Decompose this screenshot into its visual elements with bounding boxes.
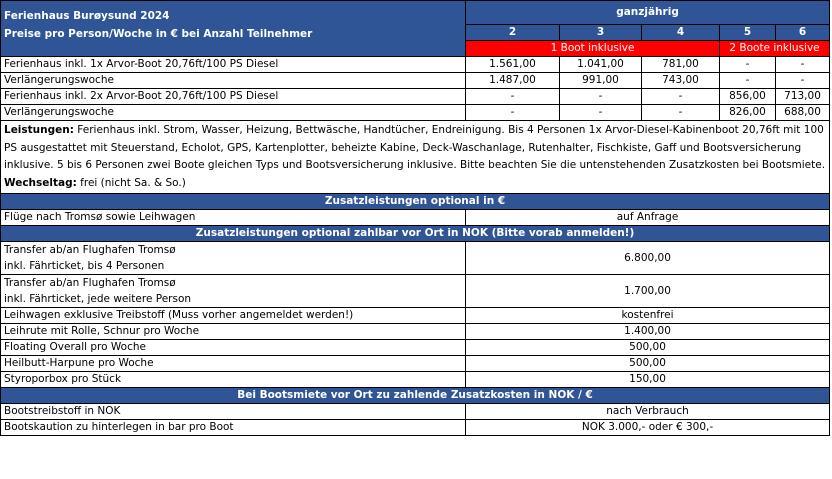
row-value: auf Anfrage [466,210,830,226]
persons-2: 2 [466,25,560,41]
row-label-line: Transfer ab/an Flughafen Tromsø [4,277,176,289]
price-cell: 713,00 [776,89,830,105]
table-row [1,404,830,420]
table-row [1,275,830,308]
page-title: Ferienhaus Burøysund 2024 [4,10,170,22]
table-row [1,73,830,89]
table-row [1,57,830,73]
row-label: Ferienhaus inkl. 2x Arvor-Boot 20,76ft/100 PS Diesel [1,89,466,105]
persons-6: 6 [776,25,830,41]
wechseltag-text: frei (nicht Sa. & So.) [80,176,186,189]
row-label: Bootstreibstoff in NOK [1,404,466,420]
row-value: kostenfrei [466,308,830,324]
price-cell: - [560,105,642,121]
boat-header-one: 1 Boot inklusive [466,41,720,57]
leistungen-label: Leistungen: [4,124,74,136]
row-label-line: Transfer ab/an Flughafen Tromsø [4,244,176,256]
row-label: Flüge nach Tromsø sowie Leihwagen [1,210,466,226]
section-header-boat-costs: Bei Bootsmiete vor Ort zu zahlende Zusatzkosten in NOK / € [1,388,830,404]
section-header-optional-eur: Zusatzleistungen optional in € [1,194,830,210]
row-label: Ferienhaus inkl. 1x Arvor-Boot 20,76ft/100 PS Diesel [1,57,466,73]
price-cell: 991,00 [560,73,642,89]
table-row [1,242,830,275]
leistungen-text: Ferienhaus inkl. Strom, Wasser, Heizung, Bettwäsche, Handtücher, Endreinigung. Bis 4 Personen 1x Arvor-Diesel-Kabinenboot 20,76ft mit 100 PS ausgestattet mit Steuerstand, Echolot, GPS, Kartenplotter, beheizte Kabine, Deck-Waschanlage, Rutenhalter, Fischkiste, Gaff und Bootsversicherung inklusive. 5 bis 6 Personen zwei Boote gleichen Typs und Bootsversicherung inklusive. Bitte beachten Sie die untenstehenden Zusatzkosten bei Bootsmiete. [4,124,826,171]
table-row [1,105,830,121]
price-cell: 1.041,00 [560,57,642,73]
table-row [1,340,830,356]
row-label: Leihwagen exklusive Treibstoff (Muss vorher angemeldet werden!) [1,308,466,324]
price-cell: - [720,57,776,73]
price-cell: - [466,105,560,121]
table-row [1,210,830,226]
row-value: 6.800,00 [466,242,830,275]
row-label-line: inkl. Fährticket, bis 4 Personen [4,260,165,272]
row-label: Verlängerungswoche [1,105,466,121]
boat-header-two: 2 Boote inklusive [720,41,830,57]
row-label: Verlängerungswoche [1,73,466,89]
season-header: ganzjährig [466,1,830,25]
price-cell: 1.487,00 [466,73,560,89]
price-cell: 781,00 [642,57,720,73]
price-cell: 743,00 [642,73,720,89]
persons-4: 4 [642,25,720,41]
price-cell: - [560,89,642,105]
price-cell: - [720,73,776,89]
header-title-cell [1,1,466,57]
table-row [1,89,830,105]
row-label: Floating Overall pro Woche [1,340,466,356]
row-value: nach Verbrauch [466,404,830,420]
table-row [1,356,830,372]
row-label: Leihrute mit Rolle, Schnur pro Woche [1,324,466,340]
persons-3: 3 [560,25,642,41]
row-label [1,275,466,308]
section-header-optional-nok: Zusatzleistungen optional zahlbar vor Ort in NOK (Bitte vorab anmelden!) [1,226,830,242]
row-value: 1.400,00 [466,324,830,340]
price-cell: 1.561,00 [466,57,560,73]
row-value: 500,00 [466,340,830,356]
table-row [1,372,830,388]
price-cell: 826,00 [720,105,776,121]
row-label [1,242,466,275]
row-label: Bootskaution zu hinterlegen in bar pro Boot [1,420,466,436]
table-row [1,324,830,340]
row-value: 500,00 [466,356,830,372]
price-cell: - [466,89,560,105]
price-cell: 856,00 [720,89,776,105]
row-value: NOK 3.000,- oder € 300,- [466,420,830,436]
wechseltag-label: Wechseltag: [4,176,77,189]
row-label-line: inkl. Fährticket, jede weitere Person [4,293,192,305]
price-cell: - [642,89,720,105]
row-value: 1.700,00 [466,275,830,308]
table-row [1,308,830,324]
leistungen-cell [1,121,830,194]
row-label: Heilbutt-Harpune pro Woche [1,356,466,372]
persons-5: 5 [720,25,776,41]
table-row [1,420,830,436]
price-cell: 688,00 [776,105,830,121]
row-label: Styroporbox pro Stück [1,372,466,388]
row-value: 150,00 [466,372,830,388]
price-cell: - [776,57,830,73]
price-cell: - [642,105,720,121]
price-cell: - [776,73,830,89]
page-subtitle: Preise pro Person/Woche in € bei Anzahl Teilnehmer [4,28,313,40]
